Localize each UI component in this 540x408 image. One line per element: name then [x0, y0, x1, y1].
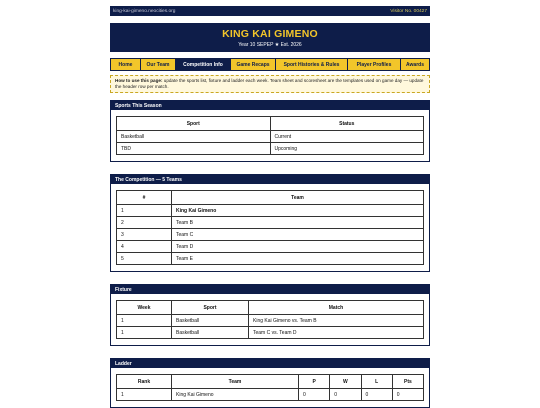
usage-note-text: update the sports list, fixture and ladder each week. Team sheet and scoresheet are the templates used on game day — update the header row per match. [115, 78, 424, 89]
site-title: KING KAI GIMENO [222, 27, 318, 40]
table-header: P [299, 375, 330, 389]
table-row [117, 229, 424, 241]
ladder-heading: Ladder [111, 359, 429, 368]
table-cell: 0 [361, 389, 392, 401]
table-cell: 3 [117, 229, 172, 241]
sports-table [116, 116, 424, 155]
table-cell: Basketball [117, 131, 271, 143]
site-url[interactable]: king-kai-gimeno.neocities.org [113, 8, 176, 14]
table-cell: Team E [172, 253, 424, 265]
table-cell: Current [270, 131, 424, 143]
nav-our-team[interactable]: Our Team [141, 59, 176, 70]
table-cell: 2 [117, 217, 172, 229]
table-header: Sport [172, 301, 249, 315]
table-cell: King Kai Gimeno vs. Team B [249, 315, 424, 327]
table-row [117, 253, 424, 265]
table-row [117, 389, 424, 401]
usage-note-lead: How to use this page: [115, 78, 163, 83]
top-bar [110, 6, 430, 16]
competition-heading: The Competition — 5 Teams [111, 175, 429, 184]
table-cell: 1 [117, 315, 172, 327]
table-cell: 5 [117, 253, 172, 265]
sports-heading: Sports This Season [111, 101, 429, 110]
table-cell: 1 [117, 389, 172, 401]
ladder-section [110, 358, 430, 408]
table-cell: King Kai Gimeno [172, 389, 299, 401]
table-row [117, 241, 424, 253]
nav-game-recaps[interactable]: Game Recaps [231, 59, 276, 70]
table-cell: Team C [172, 229, 424, 241]
table-header: Week [117, 301, 172, 315]
table-cell: Team D [172, 241, 424, 253]
site-subtitle: Year 10 SEPEP ★ Est. 2026 [238, 41, 302, 48]
page-container [110, 6, 430, 408]
table-header: Status [270, 117, 424, 131]
table-row [117, 143, 424, 155]
fixture-section [110, 284, 430, 346]
table-cell: 4 [117, 241, 172, 253]
table-row [117, 315, 424, 327]
table-cell: Upcoming [270, 143, 424, 155]
usage-note [110, 75, 430, 93]
table-cell: Team B [172, 217, 424, 229]
table-header: L [361, 375, 392, 389]
table-cell: 0 [330, 389, 361, 401]
sports-section [110, 100, 430, 162]
table-cell: 1 [117, 327, 172, 339]
table-header: Team [172, 375, 299, 389]
nav-awards[interactable]: Awards [401, 59, 429, 70]
visitor-counter: Visitor No. 00427 [390, 8, 427, 14]
main-nav [110, 58, 430, 71]
table-cell: 0 [392, 389, 423, 401]
ladder-table [116, 374, 424, 401]
table-header: W [330, 375, 361, 389]
site-header [110, 23, 430, 52]
table-header: # [117, 191, 172, 205]
table-row [117, 327, 424, 339]
table-row [117, 205, 424, 217]
table-cell: Basketball [172, 327, 249, 339]
table-row [117, 217, 424, 229]
competition-section [110, 174, 430, 272]
table-cell: 1 [117, 205, 172, 217]
nav-player-profiles[interactable]: Player Profiles [348, 59, 401, 70]
table-header: Match [249, 301, 424, 315]
table-cell: TBD [117, 143, 271, 155]
nav-sport-histories[interactable]: Sport Histories & Rules [276, 59, 348, 70]
competition-table [116, 190, 424, 265]
nav-home[interactable]: Home [111, 59, 141, 70]
table-header: Pts [392, 375, 423, 389]
table-row [117, 131, 424, 143]
nav-competition-info[interactable]: Competition Info [176, 59, 231, 70]
table-cell: King Kai Gimeno [172, 205, 424, 217]
table-header: Rank [117, 375, 172, 389]
table-cell: 0 [299, 389, 330, 401]
table-header: Sport [117, 117, 271, 131]
table-cell: Basketball [172, 315, 249, 327]
table-cell: Team C vs. Team D [249, 327, 424, 339]
table-header: Team [172, 191, 424, 205]
fixture-table [116, 300, 424, 339]
fixture-heading: Fixture [111, 285, 429, 294]
